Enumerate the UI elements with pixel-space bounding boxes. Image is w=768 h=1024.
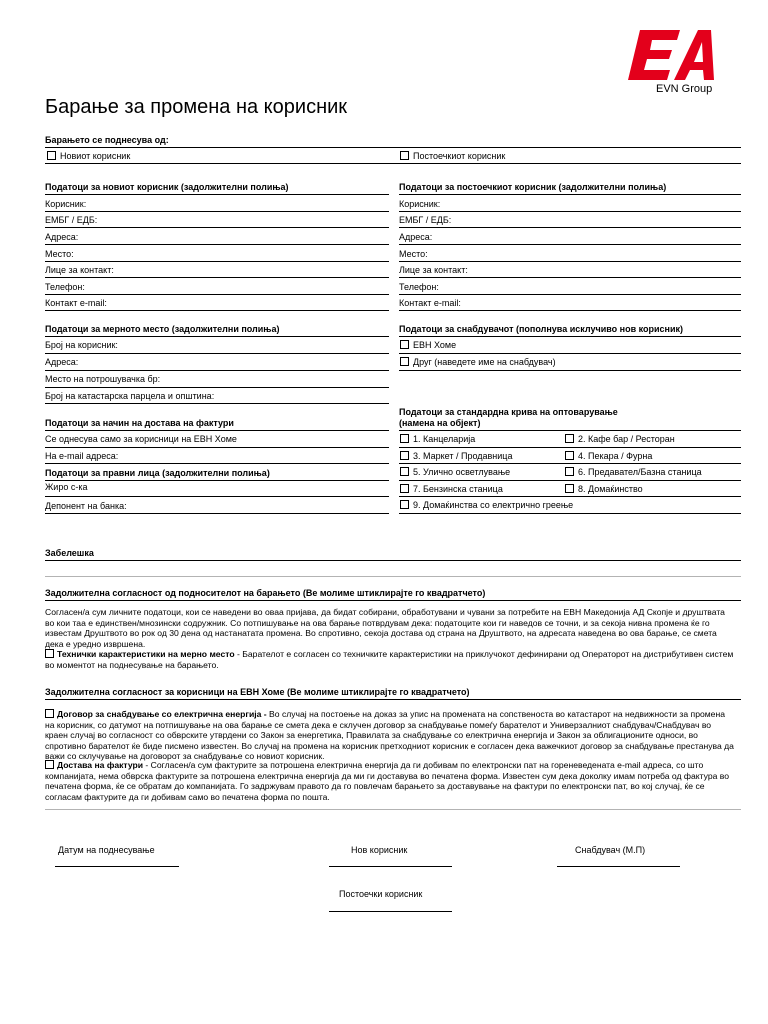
existing-user-option[interactable] (400, 151, 505, 161)
load-curve-option-label: 2. Кафе бар / Ресторан (578, 434, 675, 444)
field-line[interactable] (45, 387, 389, 388)
field-label: Место: (399, 249, 428, 259)
divider (45, 163, 741, 164)
load-curve-option-label: 9. Домаќинства со електрично греење (413, 500, 574, 510)
existing-user-checkbox[interactable] (400, 151, 409, 160)
divider (45, 336, 389, 337)
invoice-delivery-text: - Согласен/а сум фактурите за потрошена електрична енергија да ги добивам по електронски пат на гореневедената e-mail адреса, со што компанијата, нема обврска фактурите за потрошена електрична енергија да ми ги доставува во печатена форма. Известен сум дека доколку имам потреба од фактура во печатена форма, ќе се обратам до компанијата. Го задржувам правото да го повлечам барањето за доставување на фактури по електронски пат, во кој случај, ќе се согласам фактурите да ги добивам само во печатена форма по пошта. (45, 760, 730, 802)
divider (399, 336, 741, 337)
divider (45, 147, 741, 148)
field-label: Адреса: (399, 232, 433, 242)
field-label: ЕМБГ / ЕДБ: (399, 215, 452, 225)
evn-home-consent-heading: Задолжителна согласност за корисници на ЕВН Хоме (Ве молиме штиклирајте го квадратчето) (45, 687, 470, 697)
signature-date-label: Датум на поднесување (58, 845, 155, 855)
signature-existing-user-line[interactable] (329, 911, 452, 912)
consent-paragraph: Согласен/а сум личните податоци, кои се наведени во оваа пријава, да бидат собирани, обработувани и чувани за потребите на ЕВН Македонија АД Скопје и друштвата во кои таа е единствен/мнозински содружник. Со потпишување на ова барање потврдувам дека: податоците кои ги наведов се точни, и за секоја нивна промена ќе го известам Друштвото во рок од 30 дена од настанатата промена. Во спротивно, секоја достава од страна на Друштвото, на адресата наведена во ова барање, се смета дека е уредно извршена. (45, 607, 725, 649)
load-curve-option-7[interactable] (400, 484, 503, 494)
signature-supplier-label: Снабдувач (М.П) (575, 845, 646, 855)
load-curve-checkbox[interactable] (400, 434, 409, 443)
signature-new-user-label: Нов корисник (351, 845, 408, 855)
load-curve-checkbox[interactable] (400, 500, 409, 509)
field-line[interactable] (399, 244, 741, 245)
load-curve-option-2[interactable] (565, 434, 675, 444)
field-label: Лице за контакт: (399, 265, 468, 275)
technical-consent[interactable] (45, 649, 735, 670)
load-curve-option-6[interactable] (565, 467, 702, 477)
consent-heading: Задолжителна согласност од подносителот на барањето (Ве молиме штиклирајте го квадратчето) (45, 588, 486, 598)
field-line[interactable] (45, 463, 389, 464)
field-line[interactable] (45, 261, 389, 262)
invoice-delivery-title: Достава на фактури (57, 760, 144, 770)
divider (45, 600, 741, 601)
divider (399, 463, 741, 464)
supply-contract-consent[interactable] (45, 709, 735, 762)
note-field-line[interactable] (45, 576, 741, 577)
legal-entities-heading: Податоци за правни лица (задолжителни полиња) (45, 468, 270, 478)
field-line[interactable] (45, 211, 389, 212)
divider (399, 430, 741, 431)
field-label: Место: (45, 249, 74, 259)
supplier-option-other[interactable] (400, 357, 556, 367)
divider (399, 447, 741, 448)
load-curve-option-5[interactable] (400, 467, 510, 477)
load-curve-option-9[interactable] (400, 500, 573, 510)
load-curve-option-label: 1. Канцеларија (413, 434, 476, 444)
field-label: Адреса: (45, 232, 79, 242)
invoice-delivery-consent[interactable] (45, 760, 735, 802)
field-label: Број на корисник: (45, 340, 118, 350)
field-line[interactable] (399, 261, 741, 262)
supply-contract-checkbox[interactable] (45, 709, 54, 718)
load-curve-option-1[interactable] (400, 434, 475, 444)
divider (45, 699, 741, 700)
load-curve-option-4[interactable] (565, 451, 652, 461)
divider (45, 447, 389, 448)
note-heading: Забелешка (45, 548, 94, 558)
load-curve-option-label: 8. Домаќинство (578, 484, 643, 494)
divider (399, 496, 741, 497)
load-curve-checkbox[interactable] (400, 484, 409, 493)
field-label: Корисник: (399, 199, 441, 209)
new-user-checkbox[interactable] (47, 151, 56, 160)
supplier-other-checkbox[interactable] (400, 357, 409, 366)
supply-contract-text: Во случај на постоење на доказ за упис на промената на сопственоста во катастарот на недвижности за промена на корисник, со датумот на потпишување на ова барање се смета дека е склучен договор за снабдување помеѓу барателот и Универзалниот снабдувач/Снабдувач во краен случај во согласност со обврските утврдени со Закон за енергетика, Правилата за снабдување со електрична енергија и Закон за облигационите односи, во спротивно барателот ќе биде писмено известен. Во случај на промена на корисник претходниот корисник е согласен дека важечкиот договор за снабдување престанува да важи со склучување на договорот за снабдување со новиот корисник. (45, 709, 734, 761)
supplier-heading: Податоци за снабдувачот (пополнува исклучиво нов корисник) (399, 324, 683, 334)
new-user-option[interactable] (47, 151, 130, 161)
submitted-by-heading: Барањето се поднесува од: (45, 135, 169, 145)
field-line[interactable] (45, 496, 389, 497)
load-curve-checkbox[interactable] (400, 451, 409, 460)
evn-logo-mark (626, 28, 716, 82)
divider (399, 480, 741, 481)
field-label: Број на катастарска парцела и општина: (45, 391, 215, 401)
field-label: Корисник: (45, 199, 87, 209)
field-line[interactable] (399, 227, 741, 228)
divider (399, 194, 741, 195)
load-curve-subheading: (намена на објект) (399, 418, 481, 428)
field-label: Телефон: (399, 282, 439, 292)
field-line[interactable] (399, 370, 741, 371)
supplier-option-evn-home[interactable] (400, 340, 456, 350)
load-curve-option-8[interactable] (565, 484, 643, 494)
new-user-option-label: Новиот корисник (60, 151, 131, 161)
supply-contract-title: Договор за снабдување со електрична енергија - (57, 709, 267, 719)
load-curve-option-label: 3. Маркет / Продавница (413, 451, 513, 461)
field-line[interactable] (45, 277, 389, 278)
invoice-delivery-note: Се однесува само за корисници на ЕВН Хоме (45, 434, 237, 444)
load-curve-option-label: 7. Бензинска станица (413, 484, 503, 494)
load-curve-checkbox[interactable] (565, 434, 574, 443)
supplier-option-label: Друг (наведете име на снабдувач) (413, 357, 556, 367)
field-label: Адреса: (45, 357, 79, 367)
field-label: Жиро с-ка (45, 482, 88, 492)
field-label: Телефон: (45, 282, 85, 292)
load-curve-checkbox[interactable] (565, 467, 574, 476)
page-title: Барање за промена на корисник (45, 96, 348, 118)
field-label: Лице за контакт: (45, 265, 114, 275)
field-line[interactable] (45, 513, 389, 514)
load-curve-option-label: 6. Предавател/Базна станица (578, 467, 702, 477)
supplier-evn-home-checkbox[interactable] (400, 340, 409, 349)
field-line[interactable] (399, 277, 741, 278)
field-label: Контакт e-mail: (45, 298, 107, 308)
invoice-delivery-checkbox[interactable] (45, 760, 54, 769)
load-curve-heading: Податоци за стандардна крива на оптоварување (399, 407, 618, 417)
field-label: ЕМБГ / ЕДБ: (45, 215, 98, 225)
existing-user-data-heading: Податоци за постоечкиот корисник (задолжителни полиња) (399, 182, 667, 192)
metering-point-heading: Податоци за мерното место (задолжителни полиња) (45, 324, 280, 334)
field-label: Депонент на банка: (45, 501, 127, 511)
load-curve-checkbox[interactable] (400, 467, 409, 476)
invoice-delivery-heading: Податоци за начин на достава на фактури (45, 418, 234, 428)
field-label: Контакт e-mail: (399, 298, 461, 308)
signature-supplier-line[interactable] (557, 866, 680, 867)
divider (45, 809, 741, 810)
existing-user-option-label: Постоечкиот корисник (413, 151, 506, 161)
field-line[interactable] (45, 353, 389, 354)
new-user-data-heading: Податоци за новиот корисник (задолжителни полиња) (45, 182, 289, 192)
field-line[interactable] (45, 370, 389, 371)
divider (399, 353, 741, 354)
technical-consent-checkbox[interactable] (45, 649, 54, 658)
divider (399, 513, 741, 514)
evn-logo (626, 28, 718, 98)
field-line[interactable] (45, 403, 389, 404)
field-line[interactable] (399, 211, 741, 212)
supplier-option-label: ЕВН Хоме (413, 340, 457, 350)
divider (45, 480, 389, 481)
field-line[interactable] (45, 244, 389, 245)
signature-existing-user-label: Постоечки корисник (339, 889, 423, 899)
evn-group-label: EVN Group (656, 83, 713, 95)
technical-consent-text: - Барателот е согласен со техничките карактеристики на приклучокот дефинирани од Операторот на дистрибутивен систем во моментот на поднесување на барањето. (45, 649, 734, 670)
load-curve-option-label: 4. Пекара / Фурна (578, 451, 653, 461)
signature-date-line[interactable] (55, 866, 179, 867)
note-field-line[interactable] (45, 560, 741, 561)
field-line[interactable] (45, 227, 389, 228)
signature-new-user-line[interactable] (329, 866, 452, 867)
field-line[interactable] (399, 310, 741, 311)
field-line[interactable] (45, 310, 389, 311)
field-label: Место на потрошувачка бр: (45, 374, 161, 384)
load-curve-option-label: 5. Улично осветлување (413, 467, 511, 477)
technical-consent-title: Технички карактеристики на мерно место (57, 649, 235, 659)
divider (45, 430, 389, 431)
load-curve-checkbox[interactable] (565, 451, 574, 460)
divider (45, 194, 389, 195)
load-curve-option-3[interactable] (400, 451, 512, 461)
field-line[interactable] (45, 294, 389, 295)
load-curve-checkbox[interactable] (565, 484, 574, 493)
field-line[interactable] (399, 294, 741, 295)
field-label: На e-mail адреса: (45, 451, 119, 461)
